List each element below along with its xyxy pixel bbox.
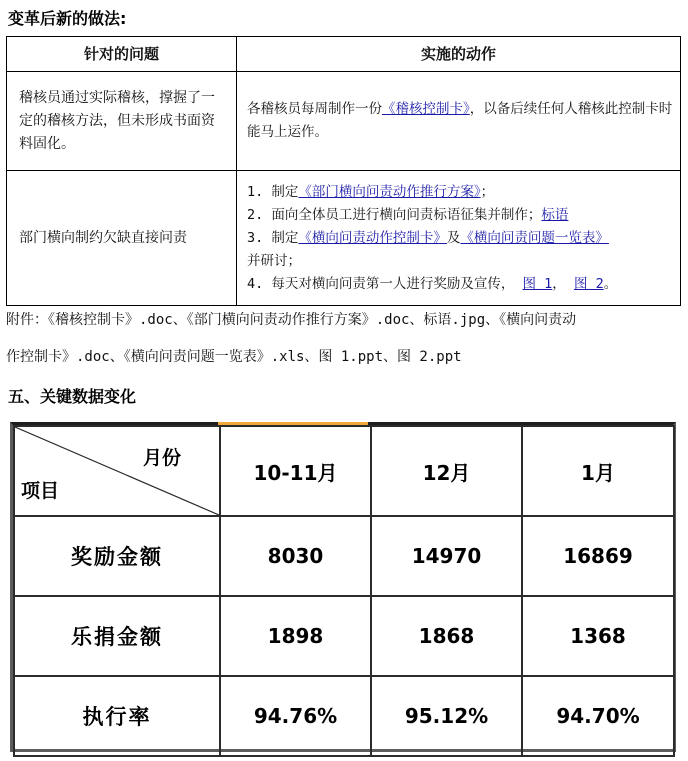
data-cell: 1868 bbox=[371, 596, 522, 676]
corner-header-cell bbox=[14, 426, 220, 516]
problem-cell-1: 稽核员通过实际稽核，撑握了一定的稽核方法，但未形成书面资料固化。 bbox=[7, 72, 237, 171]
attachments-line-2: 作控制卡》.doc、《横向问责问题一览表》.xls、图 1.ppt、图 2.ppt bbox=[6, 349, 462, 365]
slogan-link[interactable]: 标语 bbox=[541, 206, 569, 223]
data-cell: 14970 bbox=[371, 516, 522, 596]
action-step-2 bbox=[247, 204, 674, 227]
step-text: 1. 制定 bbox=[247, 183, 299, 200]
figure-1-link[interactable]: 图 1 bbox=[522, 275, 553, 292]
issue-list-link[interactable]: 《横向问责问题一览表》 bbox=[460, 229, 609, 246]
step-text: 。 bbox=[603, 275, 618, 292]
figure-2-link[interactable]: 图 2 bbox=[573, 275, 604, 292]
data-cell: 94.76% bbox=[220, 676, 371, 756]
row-label: 执行率 bbox=[14, 676, 220, 756]
data-cell: 95.12% bbox=[371, 676, 522, 756]
key-data-table bbox=[13, 425, 675, 757]
control-card-link[interactable]: 《横向问责动作控制卡》 bbox=[298, 229, 447, 246]
header-action: 实施的动作 bbox=[237, 37, 681, 72]
data-cell: 1368 bbox=[522, 596, 674, 676]
step-text: ， bbox=[552, 275, 566, 292]
row-label: 乐捐金额 bbox=[14, 596, 220, 676]
data-cell: 8030 bbox=[220, 516, 371, 596]
attachments-line-1: 附件：《稽核控制卡》.doc、《部门横向问责动作推行方案》.doc、标语.jpg、《横向问责动 bbox=[6, 312, 577, 328]
action-step-3 bbox=[247, 227, 674, 250]
key-data-table-image bbox=[10, 422, 676, 752]
data-cell: 16869 bbox=[522, 516, 674, 596]
promotion-plan-link[interactable]: 《部门横向问责动作推行方案》 bbox=[298, 183, 481, 200]
data-cell: 94.70% bbox=[522, 676, 674, 756]
action-text: ，以备后续任何人稽核此控制卡时能马上运作。 bbox=[247, 101, 673, 140]
corner-label-month: 月份 bbox=[142, 447, 181, 469]
action-cell-1 bbox=[237, 72, 681, 171]
action-step-4 bbox=[247, 273, 674, 296]
action-text: 各稽核员每周制作一份 bbox=[247, 101, 382, 117]
audit-control-card-link[interactable]: 《稽核控制卡》 bbox=[382, 101, 470, 117]
data-cell: 1898 bbox=[220, 596, 371, 676]
action-cell-2 bbox=[237, 171, 681, 306]
table-top-accent bbox=[218, 422, 368, 425]
action-step-3-cont: 并研讨； bbox=[247, 252, 301, 269]
approach-table bbox=[6, 36, 681, 306]
step-text: 2. 面向全体员工进行横向问责标语征集并制作； bbox=[247, 206, 542, 223]
column-header: 12月 bbox=[371, 426, 522, 516]
problem-cell-2: 部门横向制约欠缺直接问责 bbox=[7, 171, 237, 306]
column-header: 10-11月 bbox=[220, 426, 371, 516]
step-text: ； bbox=[480, 183, 495, 200]
column-header: 1月 bbox=[522, 426, 674, 516]
corner-label-item: 项目 bbox=[21, 480, 60, 502]
section-heading-key-data: 五、关键数据变化 bbox=[8, 387, 137, 406]
action-step-1 bbox=[247, 181, 674, 204]
step-text: 3. 制定 bbox=[247, 229, 299, 246]
header-problem: 针对的问题 bbox=[7, 37, 237, 72]
section-heading-new-approach: 变革后新的做法: bbox=[8, 9, 127, 28]
step-text: 4. 每天对横向问责第一人进行奖励及宣传， bbox=[247, 275, 515, 292]
row-label: 奖励金额 bbox=[14, 516, 220, 596]
step-text: 及 bbox=[446, 229, 461, 246]
